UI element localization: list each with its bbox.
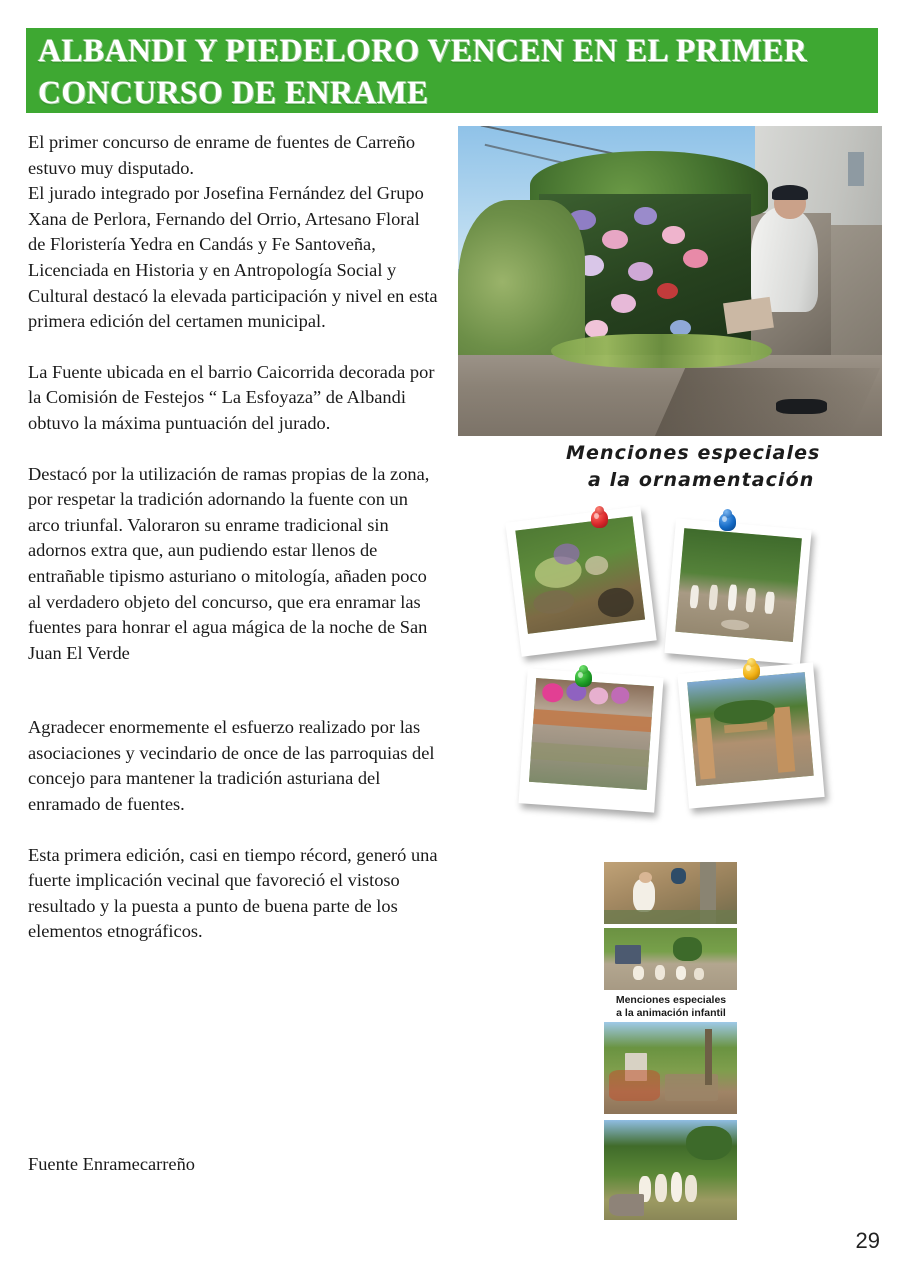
paragraph-5: Agradecer enormemente el esfuerzo realizado por las asociaciones y vecindario de once de las parroquias del concejo para mantener la tradición asturiana del enramado de fuentes. (28, 717, 435, 815)
small-photo-street (604, 928, 737, 990)
article-header-banner (26, 28, 878, 113)
headline-line-1: ALBANDI Y PIEDELORO VENCEN EN EL PRIMER (38, 33, 808, 69)
photo-person-clipboard (723, 297, 773, 334)
headline-line-2: CONCURSO DE ENRAME (38, 75, 429, 111)
photo-flower (611, 294, 636, 313)
polaroid-scene-garden (515, 516, 645, 634)
small-photo-bench-group (604, 1120, 737, 1220)
caption-ornamentacion-line-1: Menciones especiales (566, 442, 821, 464)
pushpin-blue-icon (719, 509, 736, 533)
polaroid-image-1 (515, 516, 645, 634)
polaroid-photo-4 (677, 662, 824, 808)
polaroid-image-4 (687, 672, 814, 786)
paragraph-4: Destacó por la utilización de ramas propias de la zona, por respetar la tradición adornando la fuente con un arco triunfal. Valoraron su enrame tradicional sin adornos extra que, aun pudiendo estar llenos de entrañable tipismo asturiano o mitología, añaden poco al verdadero objeto del concurso, que era enramar las fuentes para honrar el agua mágica de la noche de San Juan El Verde (28, 463, 430, 663)
paragraph-1: El primer concurso de enrame de fuentes de Carreño estuvo muy disputado. (28, 132, 416, 178)
caption-animacion-line-1: Menciones especiales (615, 994, 727, 1006)
caption-ornamentacion (566, 440, 896, 494)
photo-flower (662, 226, 685, 244)
photo-leaf-row (551, 334, 771, 368)
small-photo-kids (604, 862, 737, 924)
polaroid-image-2 (675, 528, 802, 642)
photo-person-cap (772, 185, 808, 201)
paragraph-3: La Fuente ubicada en el barrio Caicorrida decorada por la Comisión de Festejos “ La Esfoyaza” de Albandi obtuvo la máxima puntuación del jurado. (28, 361, 435, 433)
page-number: 29 (855, 1228, 880, 1253)
small-photo-bench-scene (604, 1120, 737, 1220)
caption-animacion-line-2: a la animación infantil (616, 1007, 726, 1019)
caption-ornamentacion-line-2: a la ornamentación (588, 469, 815, 491)
small-photo-street-scene (604, 928, 737, 990)
photo-flower (683, 249, 708, 268)
photo-flower (628, 262, 653, 281)
photo-window (848, 152, 864, 186)
photo-person-legs (768, 300, 823, 405)
small-photo-fountain-path (604, 1022, 737, 1114)
small-photo-fountain-scene (604, 1022, 737, 1114)
article-source: Fuente Enramecarreño (28, 1154, 195, 1174)
article-body (28, 130, 440, 945)
paragraph-2: El jurado integrado por Josefina Fernández del Grupo Xana de Perlora, Fernando del Orrio, Artesano Floral de Floristería Yedra en Candás y Fe Santoveña, Licenciada en Historia y en Antropología Social y Cultural destacó la elevada participación y nivel en esta primera edición del certamen municipal. (28, 183, 438, 332)
polaroid-scene-gate (687, 672, 814, 786)
polaroid-photo-2 (664, 518, 811, 664)
pushpin-red-icon (591, 506, 608, 530)
photo-person-body (751, 207, 819, 312)
photo-flower (634, 207, 657, 225)
polaroid-collage (505, 500, 835, 830)
photo-person-shoe (776, 399, 827, 415)
photo-flower (602, 230, 627, 249)
polaroid-scene-people (675, 528, 802, 642)
main-photo-fountain (458, 126, 882, 436)
polaroid-image-3 (529, 678, 654, 790)
pushpin-green-icon (575, 665, 592, 689)
pushpin-yellow-icon (743, 658, 760, 682)
polaroid-photo-1 (505, 506, 656, 657)
small-photo-kids-scene (604, 862, 737, 924)
photo-flower (657, 283, 678, 299)
polaroid-photo-3 (518, 668, 663, 812)
paragraph-6: Esta primera edición, casi en tiempo récord, generó una fuerte implicación vecinal que favoreció el vistoso resultado y la puesta a punto de buena parte de los elementos etnográficos. (28, 844, 438, 942)
polaroid-scene-flower-wall (529, 678, 654, 790)
caption-animacion (598, 994, 744, 1020)
